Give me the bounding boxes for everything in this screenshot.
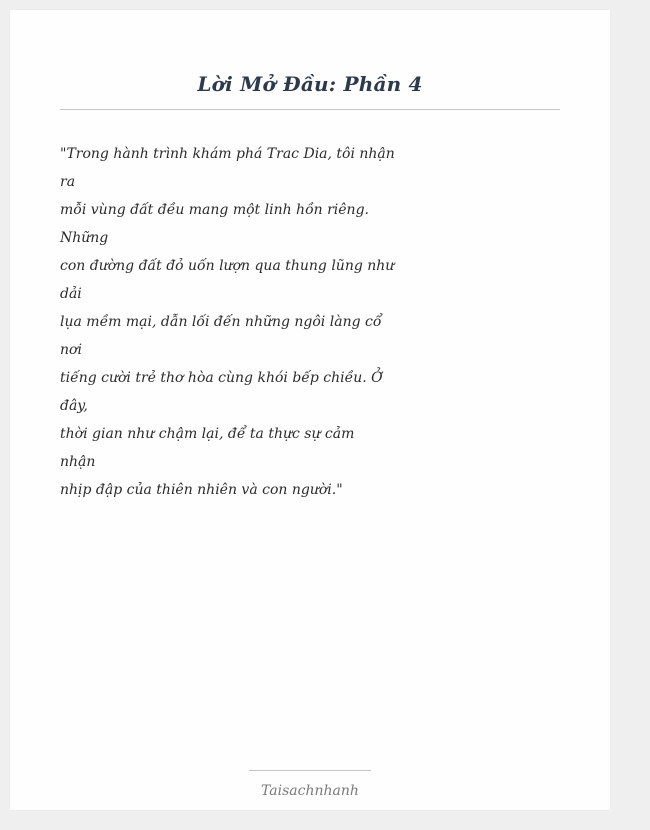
body-line: "Trong hành trình khám phá Trac Dia, tôi nhận [60, 146, 395, 162]
body-line: Những [60, 230, 109, 246]
body-line: ra [60, 174, 76, 190]
footer-brand: Taisachnhanh [261, 783, 359, 799]
body-line: nơi [60, 342, 82, 358]
body-line: đây, [60, 398, 88, 414]
body-line: dải [60, 286, 82, 302]
body-line: lụa mềm mại, dẫn lối đến những ngôi làng cổ [60, 314, 382, 330]
body-line: con đường đất đỏ uốn lượn qua thung lũng như [60, 258, 395, 274]
body-line: thời gian như chậm lại, để ta thực sự cảm [60, 426, 355, 442]
body-line: mỗi vùng đất đều mang một linh hồn riêng. [60, 202, 369, 218]
title-divider [60, 109, 560, 110]
body-line: tiếng cười trẻ thơ hòa cùng khói bếp chiều. Ở [60, 370, 383, 386]
footer-divider [249, 770, 371, 771]
quote-body [60, 140, 395, 504]
page-title: Lời Mở Đầu: Phần 4 [197, 72, 423, 96]
document-page [10, 10, 610, 810]
body-line: nhịp đập của thiên nhiên và con người." [60, 482, 343, 498]
body-line: nhận [60, 454, 96, 470]
